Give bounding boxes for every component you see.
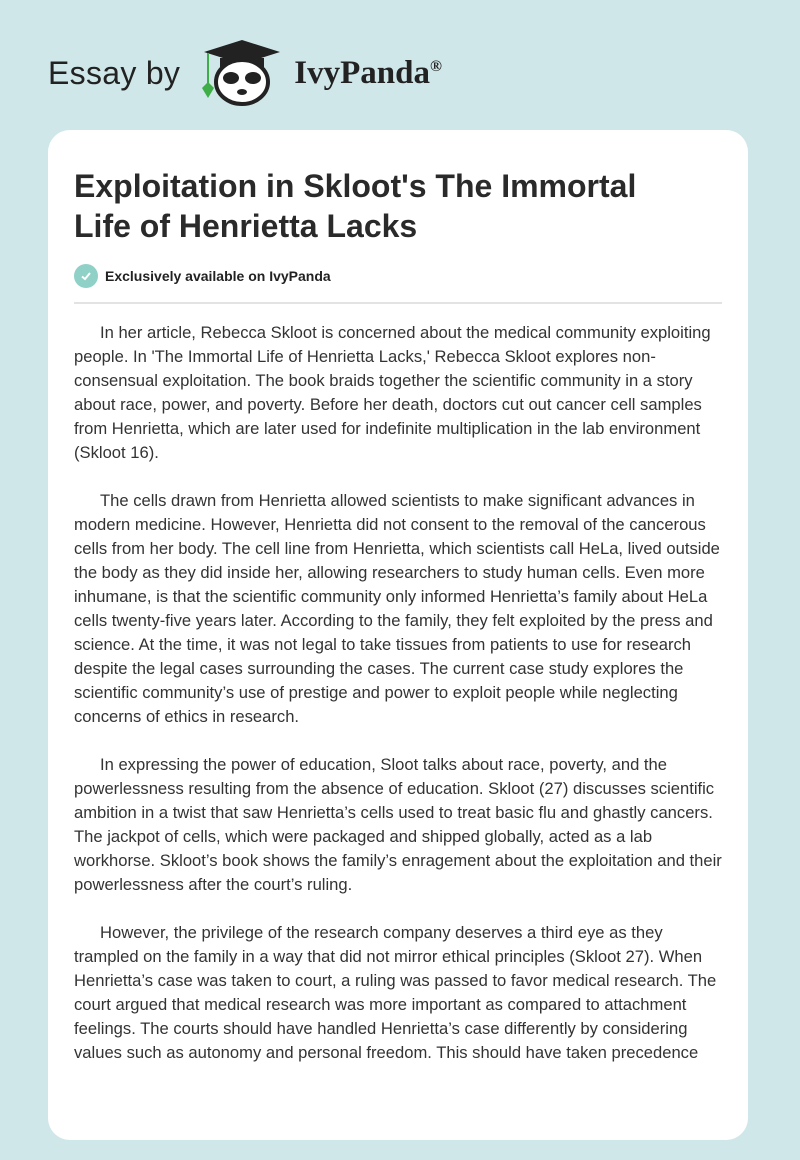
divider — [74, 302, 722, 304]
essay-card — [48, 130, 748, 1140]
paragraph: The cells drawn from Henrietta allowed scientists to make significant advances in modern medicine. However, Henrietta did not consent to the removal of the cancerous cells from her body. The cell line from Henrietta, which scientists call HeLa, lived outside the body as they did inside her, allowing researchers to study human cells. Even more inhumane, is that the scientific community only informed Henrietta’s family about HeLa cells twenty-five years later. According to the family, they felt exploited by the press and science. At the time, it was not legal to take tissues from patients to use for research despite the legal cases surrounding the cases. The current case study explores the scientific community’s use of prestige and power to exploit people while neglecting concerns of ethics in research. — [74, 491, 720, 726]
site-header — [48, 38, 442, 108]
check-icon — [74, 264, 98, 288]
panda-logo-icon[interactable] — [198, 38, 286, 108]
exclusive-badge — [74, 264, 331, 288]
brand-text: IvyPanda — [294, 54, 430, 91]
paragraph: However, the privilege of the research company deserves a third eye as they trampled on the family in a way that did not mirror ethical principles (Skloot 27). When Henrietta’s case was taken to court, a ruling was passed to favor medical research. The court argued that medical research was more important as compared to attachment feelings. The courts should have handled Henrietta’s case differently by considering values such as autonomy and personal freedom. This should have taken precedence — [74, 923, 717, 1062]
essay-title: Exploitation in Skloot's The Immortal Life of Henrietta Lacks — [74, 168, 637, 244]
registered-mark: ® — [429, 57, 442, 75]
essay-body — [74, 321, 724, 1089]
paragraph: In her article, Rebecca Skloot is concerned about the medical community exploiting people. In 'The Immortal Life of Henrietta Lacks,' Rebecca Skloot explores non-consensual exploitation. The book braids together the scientific community in a story about race, power, and poverty. Before her death, doctors cut out cancer cell samples from Henrietta, which are later used for indefinite multiplication in the lab environment (Skloot 16). — [74, 323, 711, 462]
badge-text: Exclusively available on IvyPanda — [105, 268, 331, 284]
brand-name[interactable] — [294, 55, 442, 92]
paragraph: In expressing the power of education, Sloot talks about race, poverty, and the powerlessness resulting from the absence of education. Skloot (27) discusses scientific ambition in a twist that saw Henrietta’s cells used to treat basic flu and ghastly cancers. The jackpot of cells, which were packaged and shipped globally, acted as a lab workhorse. Skloot’s book shows the family’s enragement about the exploitation and their powerlessness after the court’s ruling. — [74, 755, 722, 894]
essay-by-label: Essay by — [48, 54, 181, 91]
